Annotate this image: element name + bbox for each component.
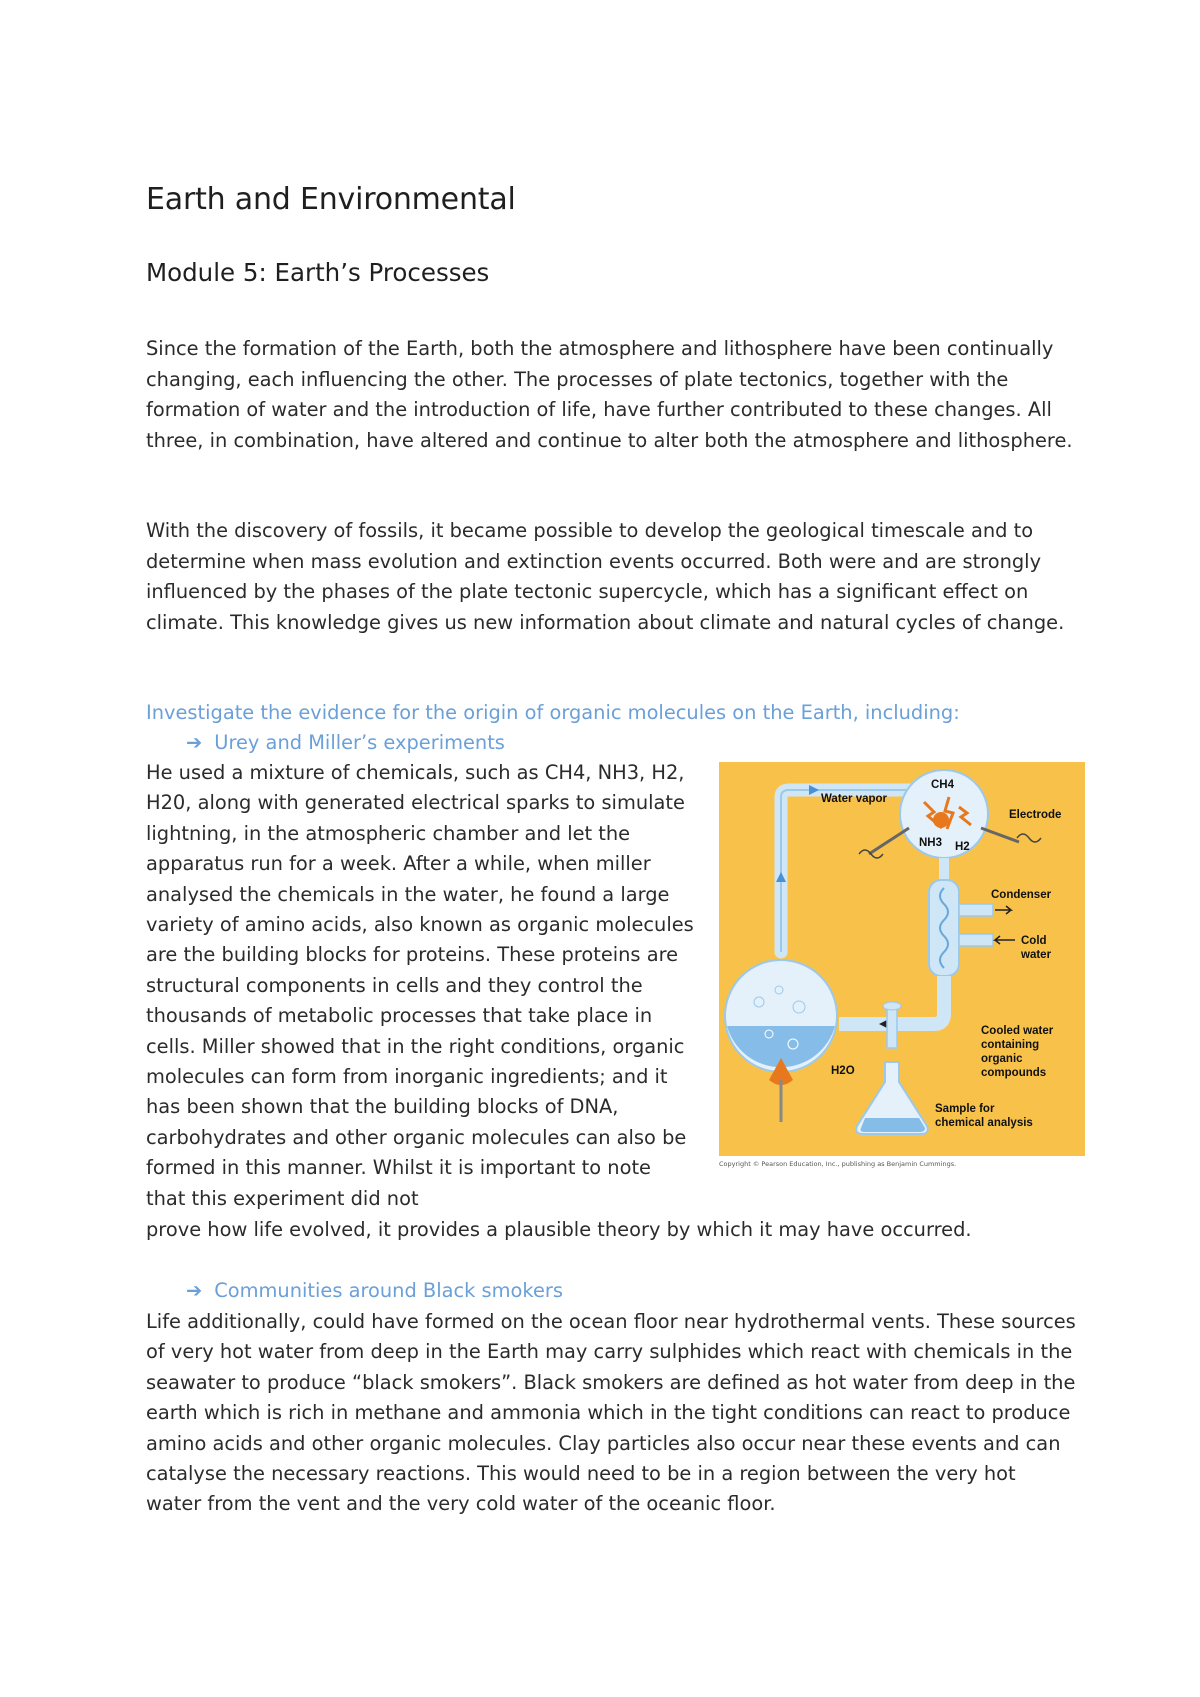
- label-water-vapor: Water vapor: [821, 793, 888, 805]
- bullet-black-smokers: [186, 1276, 563, 1306]
- document-title: Earth and Environmental: [146, 182, 516, 217]
- label-cooled-3: organic: [981, 1053, 1023, 1065]
- label-nh3: NH3: [919, 837, 943, 849]
- black-smokers-paragraph: Life additionally, could have formed on the ocean floor near hydrothermal vents. These sources of very hot water from deep in the Earth may carry sulphides which react with chemicals in the seawater to produce “black smokers”. Black smokers are defined as hot water from deep in the earth which is rich in methane and ammonia which in the tight conditions can react to produce amino acids and other organic molecules. Clay particles also occur near these events and can catalyse the necessary reactions. This would need to be in a region between the very hot water from the vent and the very cold water of the oceanic floor.: [146, 1310, 1076, 1516]
- label-cooled-2: containing: [981, 1039, 1040, 1051]
- label-cold: Cold: [1021, 935, 1047, 947]
- label-condenser: Condenser: [991, 889, 1052, 901]
- label-cooled-1: Cooled water: [981, 1025, 1054, 1037]
- condenser: [929, 880, 959, 976]
- label-electrode: Electrode: [1009, 809, 1062, 821]
- bullet-black-smokers-label: Communities around Black smokers: [214, 1279, 563, 1302]
- fossils-paragraph: With the discovery of fossils, it became possible to develop the geological timescale and to determine when mass evolution and extinction events occurred. Both were and are strongly influenced by the phases of the plate tectonic supercycle, which has a significant effect on climate. This knowledge gives us new information about climate and natural cycles of change.: [146, 519, 1065, 634]
- intro-paragraph: Since the formation of the Earth, both the atmosphere and lithosphere have been continually changing, each influencing the other. The processes of plate tectonics, together with the formation of water and the introduction of life, have further contributed to these changes. All three, in combination, have altered and continue to alter both the atmosphere and lithosphere.: [146, 337, 1073, 452]
- condenser-outflow-arrow: [995, 906, 1011, 914]
- miller-urey-apparatus-figure: [719, 762, 1085, 1156]
- bullet-urey-miller: [186, 728, 505, 758]
- apparatus-diagram: [719, 762, 1085, 1156]
- label-cooled-4: compounds: [981, 1067, 1047, 1079]
- label-h2: H2: [955, 841, 970, 853]
- miller-paragraph-start: He used a mixture of chemicals, such as CH4, NH3, H2, H20, along with generated electrical sparks to simulate lightning, in the atmospheric chamber and let the apparatus run for a week. After a while, when miller analysed the chemicals in the water, he found a large variety of amino acids, also known as organic molecules are the building blocks for proteins. These proteins are structural components in cells and they control the thousands of metabolic processes that take place in cells. Miller showed that in the right conditions, organic molecules can form from inorganic ingredients; and it has been shown that the building blocks of DNA, carbohydrates and other organic molecules can also be formed in this manner. Whilst it is important to note that this experiment did not: [146, 761, 694, 1210]
- miller-paragraph-end: prove how life evolved, it provides a plausible theory by which it may have occurred.: [146, 1218, 972, 1241]
- cold-water-inflow-arrow: [995, 936, 1015, 944]
- electrode-right: [981, 828, 1019, 842]
- arrow-icon: ➔: [186, 1279, 203, 1302]
- investigate-heading: Investigate the evidence for the origin of organic molecules on the Earth, including:: [146, 701, 960, 724]
- label-h2o: H2O: [831, 1065, 855, 1077]
- label-sample-2: chemical analysis: [935, 1117, 1033, 1129]
- arrow-icon: ➔: [186, 731, 203, 754]
- label-water: water: [1021, 949, 1052, 961]
- figure-caption: Copyright © Pearson Education, Inc., publishing as Benjamin Cummings.: [719, 1160, 957, 1168]
- bullet-urey-miller-label: Urey and Miller’s experiments: [214, 731, 505, 754]
- electrode-left: [869, 828, 909, 854]
- label-ch4: CH4: [931, 779, 955, 791]
- label-sample-1: Sample for: [935, 1103, 995, 1115]
- module-subtitle: Module 5: Earth’s Processes: [146, 258, 490, 287]
- rising-tube: [781, 790, 919, 952]
